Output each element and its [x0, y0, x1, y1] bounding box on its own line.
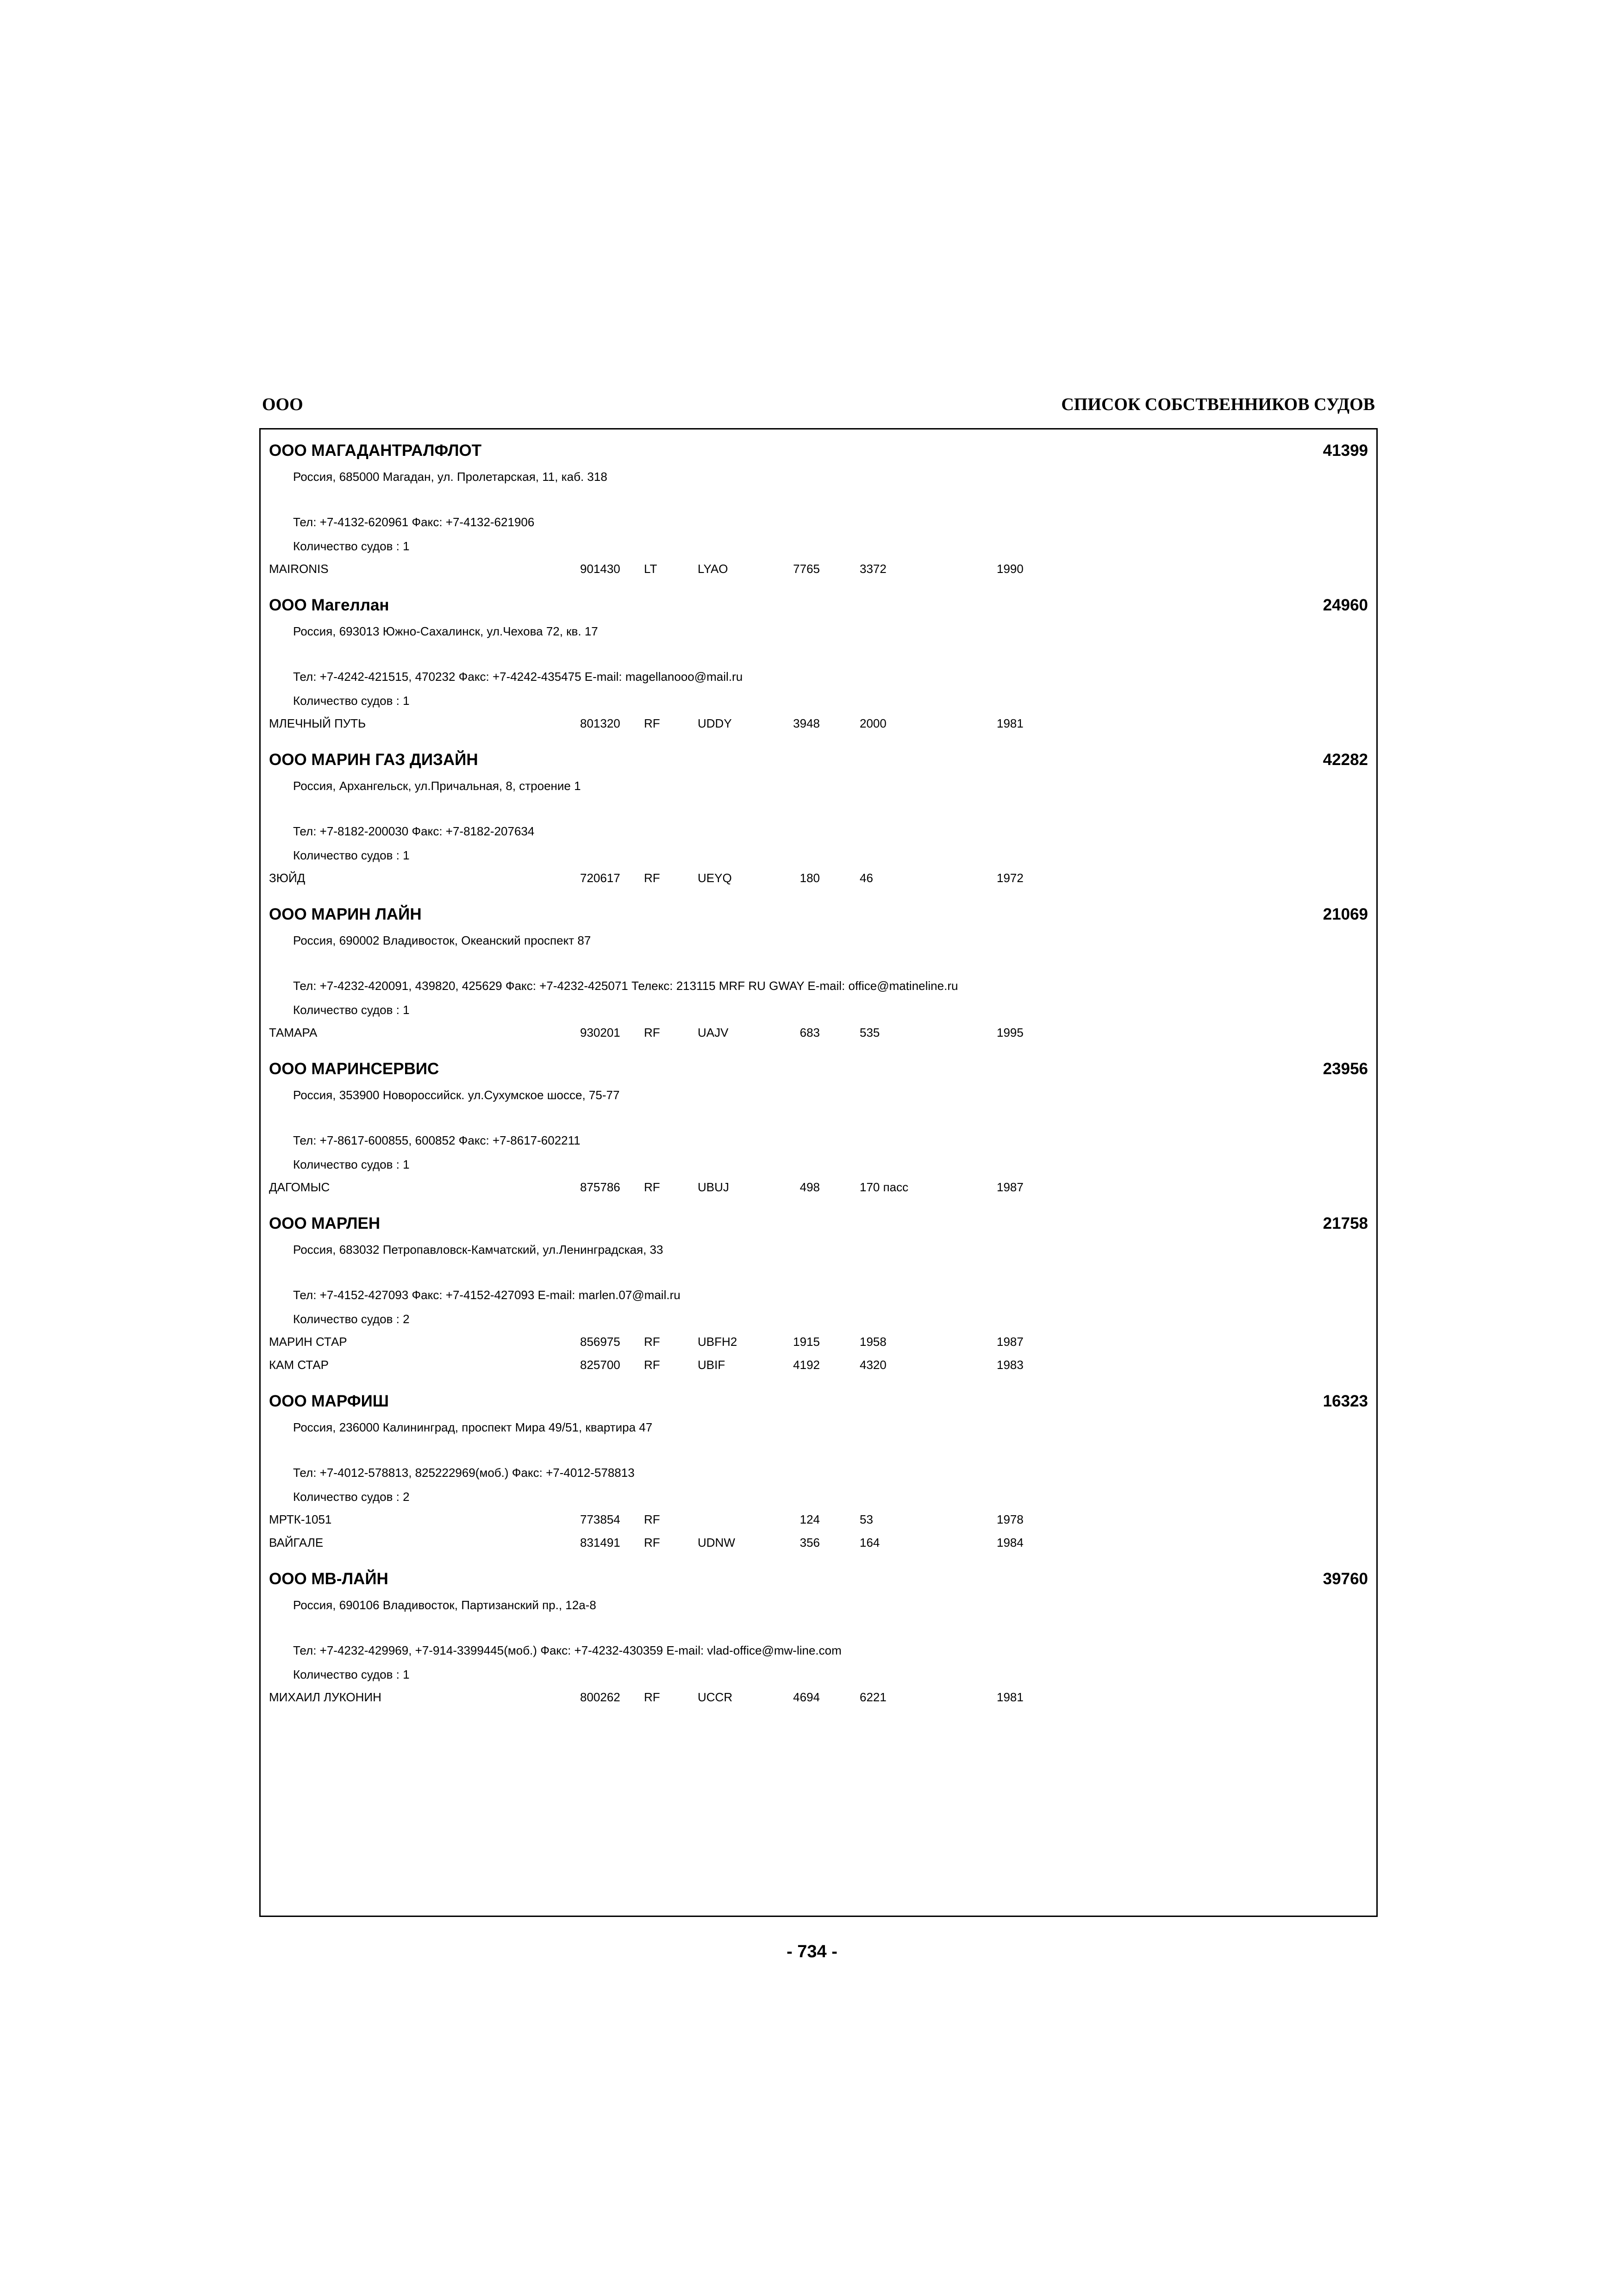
owner-name: ООО МАГАДАНТРАЛФЛОТ	[269, 442, 482, 460]
ship-row	[269, 1022, 1368, 1045]
spacer	[269, 1437, 1368, 1461]
owner-entry	[269, 1392, 1368, 1555]
owner-address: Россия, Архангельск, ул.Причальная, 8, строение 1	[293, 779, 581, 793]
ship-list	[269, 1686, 1368, 1710]
owner-header	[269, 905, 1368, 931]
ship-deadweight: 53	[860, 1512, 873, 1526]
ship-row	[269, 1354, 1368, 1377]
owner-header	[269, 442, 1368, 467]
ship-deadweight: 2000	[860, 716, 887, 730]
ship-deadweight: 46	[860, 871, 873, 885]
ship-number: 773854	[580, 1512, 620, 1526]
ship-flag: RF	[644, 1358, 660, 1372]
spacer	[269, 1614, 1368, 1638]
ship-number: 856975	[580, 1335, 620, 1349]
ship-tonnage: 498	[800, 1180, 820, 1194]
ship-list	[269, 1509, 1368, 1555]
running-header	[259, 394, 1378, 417]
ship-count: Количество судов : 1	[293, 694, 410, 708]
header-title: СПИСОК СОБСТВЕННИКОВ СУДОВ	[1061, 395, 1375, 414]
ship-name: КАМ СТАР	[269, 1358, 329, 1372]
ship-name: МЛЕЧНЫЙ ПУТЬ	[269, 716, 366, 730]
owner-contacts: Тел: +7-8182-200030 Факс: +7-8182-207634	[293, 824, 535, 838]
ship-tonnage: 7765	[793, 562, 820, 576]
ship-count: Количество судов : 1	[293, 1668, 410, 1681]
ship-list	[269, 1331, 1368, 1377]
ship-flag: RF	[644, 1690, 660, 1704]
ship-flag: RF	[644, 1335, 660, 1349]
ship-row	[269, 1176, 1368, 1200]
ship-count: Количество судов : 2	[293, 1490, 410, 1504]
ship-flag: RF	[644, 1512, 660, 1526]
owner-name: ООО Магеллан	[269, 596, 389, 614]
owner-entry	[269, 1570, 1368, 1710]
page-number: - 734 -	[787, 1942, 837, 1961]
owner-name: ООО МАРЛЕН	[269, 1214, 381, 1232]
ship-name: МАРИН СТАР	[269, 1335, 347, 1349]
ship-row	[269, 1331, 1368, 1354]
spacer	[269, 486, 1368, 510]
ship-deadweight: 1958	[860, 1335, 887, 1349]
ship-list	[269, 558, 1368, 581]
ship-number: 930201	[580, 1026, 620, 1039]
ship-number: 720617	[580, 871, 620, 885]
owner-name: ООО МАРИН ГАЗ ДИЗАЙН	[269, 751, 478, 769]
ship-row	[269, 713, 1368, 736]
ship-number: 800262	[580, 1690, 620, 1704]
ship-tonnage: 4192	[793, 1358, 820, 1372]
ship-callsign: UDNW	[698, 1536, 735, 1549]
ship-row	[269, 867, 1368, 890]
owner-header	[269, 751, 1368, 777]
header-section-label: ООО	[262, 395, 303, 414]
ship-count: Количество судов : 1	[293, 1157, 410, 1171]
ship-name: ТАМАРА	[269, 1026, 318, 1039]
owner-entry	[269, 751, 1368, 890]
ship-deadweight: 3372	[860, 562, 887, 576]
owner-entry	[269, 1060, 1368, 1200]
ship-callsign: UDDY	[698, 716, 732, 730]
ship-tonnage: 1915	[793, 1335, 820, 1349]
ship-callsign: UEYQ	[698, 871, 732, 885]
owner-contacts: Тел: +7-4232-420091, 439820, 425629 Факс: +7-4232-425071 Телекс: 213115 MRF RU GWAY E-mail: office@matineline.ru	[293, 979, 958, 993]
owner-id: 24960	[1323, 596, 1368, 614]
content-frame	[259, 428, 1378, 1917]
owner-id: 21758	[1323, 1214, 1368, 1232]
ship-year: 1987	[997, 1335, 1024, 1349]
owner-address: Россия, 685000 Магадан, ул. Пролетарская, 11, каб. 318	[293, 470, 607, 484]
ship-list	[269, 1022, 1368, 1045]
ship-flag: LT	[644, 562, 657, 576]
owner-contacts: Тел: +7-4152-427093 Факс: +7-4152-427093 E-mail: marlen.07@mail.ru	[293, 1288, 681, 1302]
ship-year: 1978	[997, 1512, 1024, 1526]
ship-flag: RF	[644, 871, 660, 885]
owner-header	[269, 1214, 1368, 1240]
ship-deadweight: 170 пасс	[860, 1180, 909, 1194]
owner-name: ООО МВ-ЛАЙН	[269, 1570, 388, 1588]
ship-name: MAIRONIS	[269, 562, 329, 576]
ship-flag: RF	[644, 1026, 660, 1039]
ship-row	[269, 1532, 1368, 1555]
ship-number: 801320	[580, 716, 620, 730]
ship-count: Количество судов : 1	[293, 848, 410, 862]
ship-year: 1987	[997, 1180, 1024, 1194]
owner-entry	[269, 1214, 1368, 1377]
ship-tonnage: 683	[800, 1026, 820, 1039]
ship-callsign: LYAO	[698, 562, 728, 576]
owner-header	[269, 1570, 1368, 1596]
owner-address: Россия, 683032 Петропавловск-Камчатский, ул.Ленинградская, 33	[293, 1243, 663, 1257]
ship-year: 1990	[997, 562, 1024, 576]
owner-address: Россия, 690106 Владивосток, Партизанский пр., 12а-8	[293, 1598, 596, 1612]
owner-header	[269, 1060, 1368, 1086]
owner-contacts: Тел: +7-4232-429969, +7-914-3399445(моб.) Факс: +7-4232-430359 E-mail: vlad-office@mw-line.com	[293, 1643, 842, 1657]
ship-year: 1984	[997, 1536, 1024, 1549]
owner-id: 21069	[1323, 905, 1368, 923]
ship-deadweight: 164	[860, 1536, 880, 1549]
ship-deadweight: 535	[860, 1026, 880, 1039]
ship-tonnage: 3948	[793, 716, 820, 730]
owner-id: 42282	[1323, 751, 1368, 769]
ship-row	[269, 1509, 1368, 1532]
ship-callsign: UBFH2	[698, 1335, 737, 1349]
owner-list	[269, 442, 1368, 1724]
ship-row	[269, 558, 1368, 581]
ship-list	[269, 1176, 1368, 1200]
owner-contacts: Тел: +7-4242-421515, 470232 Факс: +7-4242-435475 E-mail: magellanooo@mail.ru	[293, 670, 743, 684]
ship-name: ВАЙГАЛЕ	[269, 1536, 324, 1549]
spacer	[269, 1259, 1368, 1283]
owner-contacts: Тел: +7-4132-620961 Факс: +7-4132-621906	[293, 515, 535, 529]
owner-id: 16323	[1323, 1392, 1368, 1410]
ship-tonnage: 356	[800, 1536, 820, 1549]
ship-deadweight: 4320	[860, 1358, 887, 1372]
ship-deadweight: 6221	[860, 1690, 887, 1704]
owner-address: Россия, 236000 Калининград, проспект Мира 49/51, квартира 47	[293, 1420, 653, 1434]
owner-header	[269, 596, 1368, 622]
owner-id: 41399	[1323, 442, 1368, 460]
ship-year: 1972	[997, 871, 1024, 885]
ship-name: ЗЮЙД	[269, 871, 306, 885]
ship-name: ДАГОМЫС	[269, 1180, 330, 1194]
ship-callsign: UBUJ	[698, 1180, 729, 1194]
owner-header	[269, 1392, 1368, 1418]
ship-number: 901430	[580, 562, 620, 576]
ship-count: Количество судов : 2	[293, 1312, 410, 1326]
ship-row	[269, 1686, 1368, 1710]
ship-tonnage: 180	[800, 871, 820, 885]
ship-year: 1981	[997, 716, 1024, 730]
ship-flag: RF	[644, 1536, 660, 1549]
spacer	[269, 950, 1368, 974]
ship-count: Количество судов : 1	[293, 1003, 410, 1017]
ship-name: МИХАИЛ ЛУКОНИН	[269, 1690, 381, 1704]
owner-contacts: Тел: +7-8617-600855, 600852 Факс: +7-8617-602211	[293, 1133, 581, 1147]
ship-callsign: UCCR	[698, 1690, 733, 1704]
ship-number: 875786	[580, 1180, 620, 1194]
ship-tonnage: 124	[800, 1512, 820, 1526]
owner-address: Россия, 693013 Южно-Сахалинск, ул.Чехова 72, кв. 17	[293, 624, 598, 638]
ship-number: 831491	[580, 1536, 620, 1549]
owner-entry	[269, 905, 1368, 1045]
owner-address: Россия, 690002 Владивосток, Океанский проспект 87	[293, 933, 591, 947]
ship-year: 1983	[997, 1358, 1024, 1372]
owner-address: Россия, 353900 Новороссийск. ул.Сухумское шоссе, 75-77	[293, 1088, 620, 1102]
ship-callsign: UBIF	[698, 1358, 725, 1372]
ship-callsign: UAJV	[698, 1026, 729, 1039]
ship-year: 1981	[997, 1690, 1024, 1704]
owner-name: ООО МАРИН ЛАЙН	[269, 905, 422, 923]
ship-tonnage: 4694	[793, 1690, 820, 1704]
owner-id: 23956	[1323, 1060, 1368, 1078]
ship-list	[269, 713, 1368, 736]
ship-year: 1995	[997, 1026, 1024, 1039]
ship-count: Количество судов : 1	[293, 539, 410, 553]
spacer	[269, 795, 1368, 819]
ship-flag: RF	[644, 1180, 660, 1194]
ship-name: МРТК-1051	[269, 1512, 332, 1526]
ship-flag: RF	[644, 716, 660, 730]
owner-contacts: Тел: +7-4012-578813, 825222969(моб.) Факс: +7-4012-578813	[293, 1466, 635, 1480]
ship-list	[269, 867, 1368, 890]
spacer	[269, 641, 1368, 665]
owner-entry	[269, 442, 1368, 581]
owner-name: ООО МАРФИШ	[269, 1392, 389, 1410]
owner-entry	[269, 596, 1368, 736]
owner-name: ООО МАРИНСЕРВИС	[269, 1060, 439, 1078]
owner-id: 39760	[1323, 1570, 1368, 1588]
ship-number: 825700	[580, 1358, 620, 1372]
spacer	[269, 1104, 1368, 1128]
